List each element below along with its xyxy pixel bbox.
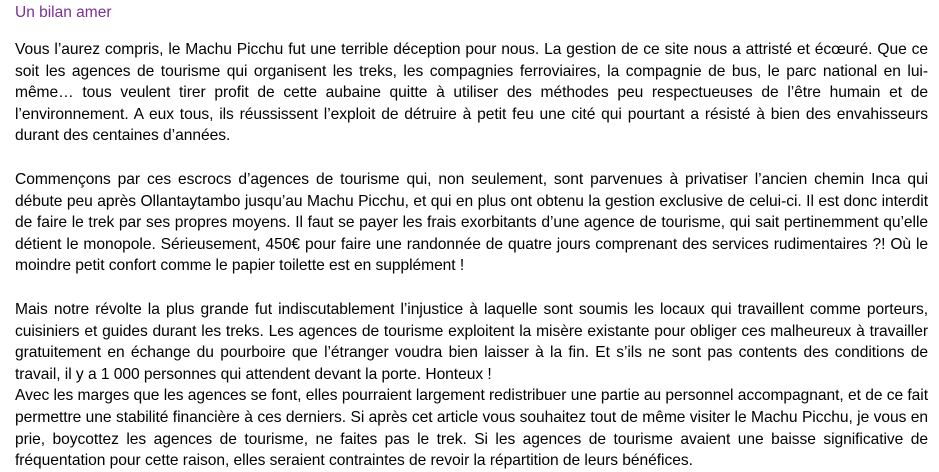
paragraph-conclusion: Avec les marges que les agences se font, elles pourraient largement redistribuer une partie au personnel accompagnant, et de ce fait permettre une stabilité financière à ces derniers. Si après cet article vous souhaitez tout de même visiter le Machu Picchu, je vous en prie, boycottez les agences de tourisme, ne faites pas le trek. Si les agences de tourisme avaient une baisse significative de fréquentation pour cette raison, elles seraient contraintes de revoir la répartition de leurs bénéfices.: [15, 387, 928, 470]
section-title: Un bilan amer: [15, 4, 112, 21]
paragraph-intro: Vous l’aurez compris, le Machu Picchu fut une terrible déception pour nous. La gestion de ce site nous a attristé et écœuré. Que ce soit les agences de tourisme qui organisent les treks, les compagnies ferroviaires, la compagnie de bus, le parc national en lui-même… tous veulent tirer profit de cette aubaine quitte à utiliser des méthodes peu respectueuses de l’être humain et de l’environnement. A eux tous, ils réussissent l’exploit de détruire à petit feu une cité qui pourtant a résisté à bien des envahisseurs durant des centaines d’années.: [15, 41, 928, 145]
paragraph-injustice: Mais notre révolte la plus grande fut indiscutablement l’injustice à laquelle sont soumis les locaux qui travaillent comme porteurs, cuisiniers et guides durant les treks. Les agences de tourisme exploitent la misère existante pour obliger ces malheureux à travailler gratuitement en échange du pourboire que l’étranger voudra bien laisser à la fin. Et s’ils ne sont pas contents des conditions de travail, il y a 1 000 personnes qui attendent devant la porte. Honteux !: [15, 300, 928, 383]
paragraph-agencies: Commençons par ces escrocs d’agences de tourisme qui, non seulement, sont parvenues à privatiser l’ancien chemin Inca qui débute peu après Ollantaytambo jusqu’au Machu Picchu, et qui en plus ont obtenu la gestion exclusive de celui-ci. Il est donc interdit de faire le trek par ses propres moyens. Il faut se payer les frais exorbitants d’une agence de tourisme, qui sait pertinemment qu’elle détient le monopole. Sérieusement, 450€ pour faire une randonnée de quatre jours comprenant des services rudimentaires ?! Où le moindre petit confort comme le papier toilette est en supplément !: [15, 170, 928, 275]
